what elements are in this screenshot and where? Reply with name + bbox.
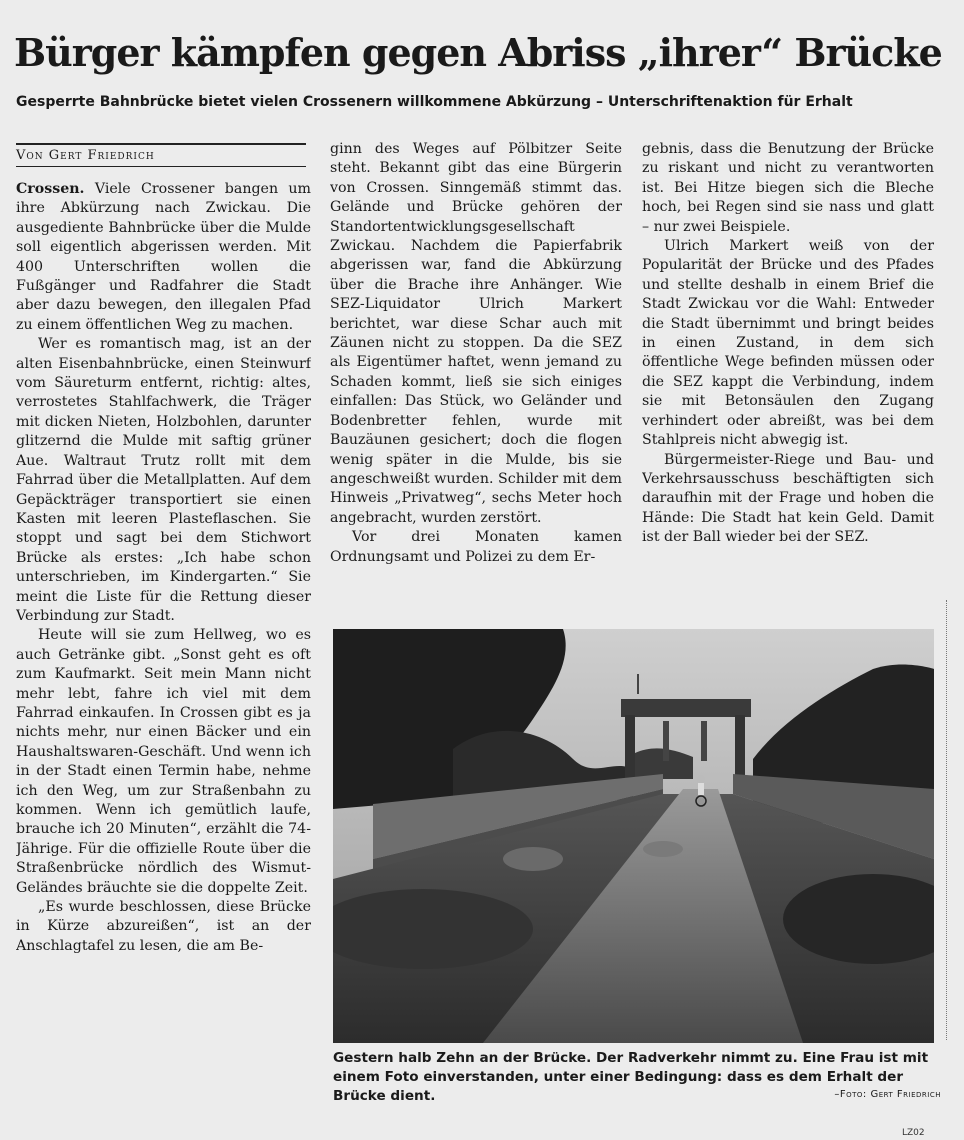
article-column-3 [642,140,934,618]
column-divider [946,600,948,1040]
article-column-2 [330,140,622,618]
article-column-1 [16,180,311,1115]
paragraph-text: Viele Crossener bangen um ihre Abkürzung nach Zwickau. Die ausgediente Bahnbrücke über die Mulde soll eigentlich abgerissen werden. Mit 400 Unterschriften wollen die Fußgänger und Radfahrer die Stadt aber dazu bewegen, den illegalen Pfad zu einem öffentlichen Weg zu machen. [16,181,311,333]
article-paragraph-9: Bürgermeister-Riege und Bau- und Verkehrsausschuss beschäftigten sich daraufhin mit der Frage und hoben die Hände: Die Stadt hat kein Geld. Damit ist der Ball wieder bei der SEZ. [642,451,934,546]
article-paragraph-8: Ulrich Markert weiß von der Popularität der Brücke und des Pfades und stellte deshalb in einem Brief die Stadt Zwickau vor die Wahl: Entweder die Stadt übernimmt und bringt beides in einen Zustand, in dem sich öffentliche Wege befinden müssen oder die SEZ kappt die Verbindung, indem sie mit Betonsäulen den Zugang verhindert oder abreißt, was bei dem Stahlpreis nicht abwegig ist. [642,238,934,449]
photo-credit: –Foto: Gert Friedrich [834,1089,941,1100]
headline: Bürger kämpfen gegen Abriss „ihrer“ Brücke [14,30,942,75]
article-paragraph-5: ginn des Weges auf Pölbitzer Seite steht. Bekannt gibt das eine Bürgerin von Crossen. Sinngemäß stimmt das. Gelände und Brücke gehören der Standortentwicklungsgesellschaft Zwickau. Nachdem die Papierfabrik abgerissen war, fand die Abkürzung über die Brache ihre Anhänger. Wie SEZ-Liquidator Ulrich Markert berichtet, war diese Schar auch mit Zäunen nicht zu stoppen. Da die SEZ als Eigentümer haftet, wenn jemand zu Schaden kommt, ließ sie sich einiges einfallen: Das Stück, wo Geländer und Bodenbretter fehlen, wurde mit Bauzäunen gesichert; doch die flogen wenig später in die Mulde, bis sie angeschweißt wurden. Schilder mit dem Hinweis „Privatweg“, sechs Meter hoch angebracht, wurden zerstört. [330,141,622,526]
dateline: Crossen. [16,181,85,197]
article-paragraph-3: Heute will sie zum Hellweg, wo es auch Getränke gibt. „Sonst geht es oft zum Kaufmarkt. Seit mein Mann nicht mehr lebt, fahre ich viel mit dem Fahrrad einkaufen. In Crossen gibt es ja nichts mehr, nur einen Bäcker und ein Haushaltswaren-Geschäft. Und wenn ich in der Stadt einen Termin habe, nehme ich den Weg, um zur Straßenbahn zu kommen. Wenn ich gemütlich laufe, brauche ich 20 Minuten“, erzählt die 74-Jährige. Für die offizielle Route über die Straßenbrücke nördlich des Wismut-Geländes bräuchte sie die doppelte Zeit. [16,627,311,896]
bridge-photo-image [333,629,934,1043]
subheadline: Gesperrte Bahnbrücke bietet vielen Crossenern willkommene Abkürzung – Unterschriftenaktion für Erhalt [16,94,853,110]
page-code: LZ02 [902,1128,925,1138]
photo-caption: Gestern halb Zehn an der Brücke. Der Radverkehr nimmt zu. Eine Frau ist mit einem Foto einverstanden, unter einer Bedingung: dass es dem Erhalt der Brücke dient. [333,1050,929,1104]
bridge-photo [333,629,934,1043]
article-paragraph-7: gebnis, dass die Benutzung der Brücke zu riskant und nicht zu verantworten ist. Bei Hitze biegen sich die Bleche hoch, bei Regen sind sie nass und glatt – nur zwei Beispiele. [642,141,934,235]
article-paragraph-2: Wer es romantisch mag, ist an der alten Eisenbahnbrücke, einen Steinwurf vom Säureturm entfernt, richtig: altes, verrostetes Stahlfachwerk, die Träger mit dicken Nieten, Holzbohlen, darunter glitzernd die Mulde mit saftig grüner Aue. Waltraut Trutz rollt mit dem Fahrrad über die Metallplatten. Auf dem Gepäckträger transportiert sie einen Kasten mit leeren Plasteflaschen. Sie stoppt und sagt bei dem Stichwort Brücke als erstes: „Ich habe schon unterschrieben, im Kindergarten.“ Sie meint die Liste für die Rettung dieser Verbindung zur Stadt. [16,336,311,624]
article-paragraph-6: Vor drei Monaten kamen Ordnungsamt und Polizei zu dem Er- [330,529,622,565]
article-paragraph-1 [16,180,311,335]
byline: Von Gert Friedrich [16,143,306,167]
article-paragraph-4: „Es wurde beschlossen, diese Brücke in Kürze abzureißen“, ist an der Anschlagtafel zu lesen, die am Be- [16,899,311,954]
